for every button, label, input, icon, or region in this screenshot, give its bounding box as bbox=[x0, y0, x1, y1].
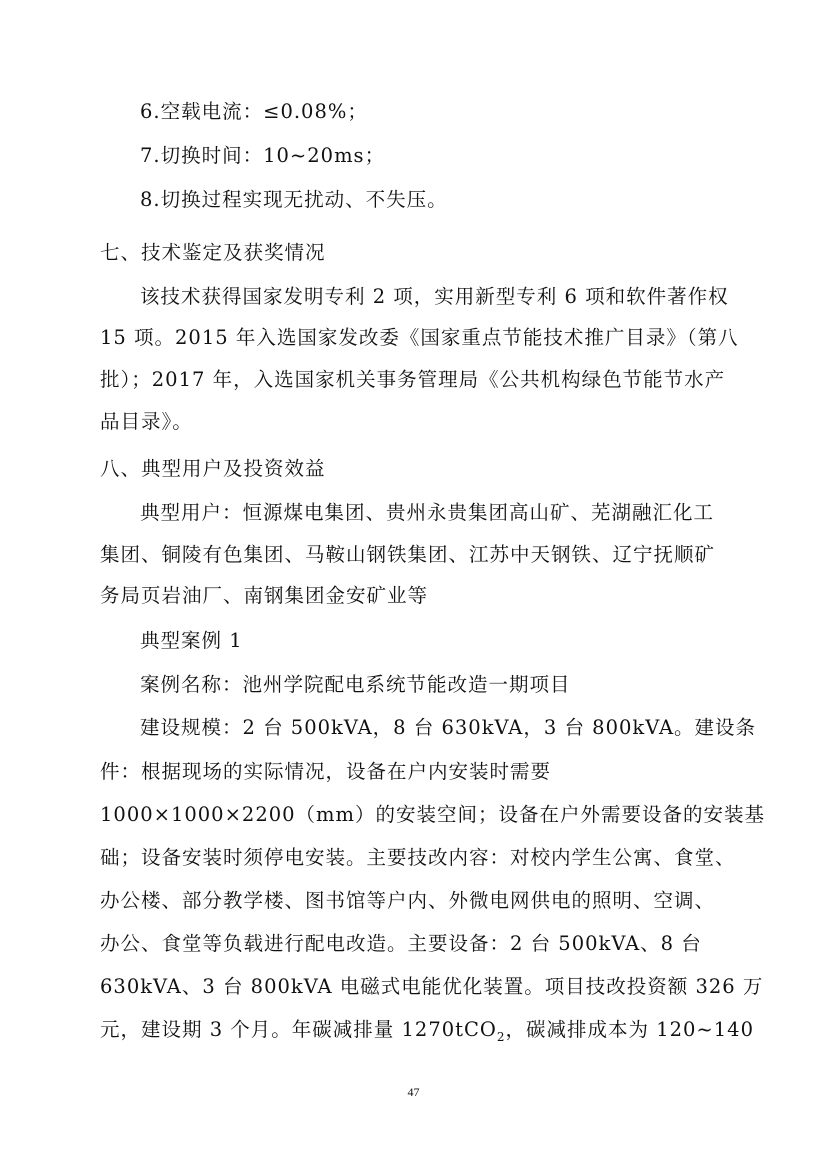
text-segment: ，碳减排成本为 120~140 bbox=[505, 1018, 754, 1041]
paragraph-line: 1000×1000×2200（mm）的安装空间；设备在户外需要设备的安装基 bbox=[100, 803, 766, 826]
paragraph-line: 630kVA、3 台 800kVA 电磁式电能优化装置。项目技改投资额 326 万 bbox=[100, 975, 764, 998]
paragraph-line: 办公楼、部分教学楼、图书馆等户内、外微电网供电的照明、空调、 bbox=[100, 889, 716, 912]
paragraph-line: 15 项。2015 年入选国家发改委《国家重点节能技术推广目录》（第八 bbox=[100, 326, 739, 349]
spec-line-8: 8.切换过程实现无扰动、不失压。 bbox=[140, 188, 448, 211]
text-segment: 元，建设期 3 个月。年碳减排量 1270tCO bbox=[100, 1018, 497, 1041]
section-heading-7: 七、技术鉴定及获奖情况 bbox=[100, 241, 326, 264]
subscript: 2 bbox=[496, 1029, 506, 1044]
case-title: 典型案例 1 bbox=[140, 629, 243, 652]
paragraph-line: 务局页岩油厂、南钢集团金安矿业等 bbox=[100, 584, 429, 607]
section-heading-8: 八、典型用户及投资效益 bbox=[100, 457, 326, 480]
paragraph-line: 础；设备安装时须停电安装。主要技改内容：对校内学生公寓、食堂、 bbox=[100, 846, 736, 869]
paragraph-line: 办公、食堂等负载进行配电改造。主要设备：2 台 500kVA、8 台 bbox=[100, 932, 702, 955]
paragraph-line: 批）；2017 年，入选国家机关事务管理局《公共机构绿色节能节水产 bbox=[100, 368, 726, 391]
spec-line-6: 6.空载电流：≤0.08%； bbox=[140, 100, 368, 123]
case-name: 案例名称：池州学院配电系统节能改造一期项目 bbox=[140, 673, 571, 696]
spec-line-7: 7.切换时间：10~20ms； bbox=[140, 144, 386, 167]
paragraph-line: 品目录》。 bbox=[100, 410, 193, 433]
paragraph-line-last bbox=[100, 1017, 754, 1044]
paragraph-line: 该技术获得国家发明专利 2 项，实用新型专利 6 项和软件著作权 bbox=[140, 285, 729, 308]
paragraph-line: 建设规模：2 台 500kVA，8 台 630kVA，3 台 800kVA。建设条 bbox=[140, 716, 757, 739]
paragraph-line: 集团、铜陵有色集团、马鞍山钢铁集团、江苏中天钢铁、辽宁抚顺矿 bbox=[100, 543, 716, 566]
paragraph-line: 件：根据现场的实际情况，设备在户内安装时需要 bbox=[100, 760, 552, 783]
paragraph-line: 典型用户：恒源煤电集团、贵州永贵集团高山矿、芜湖融汇化工 bbox=[140, 501, 715, 524]
page-number: 47 bbox=[407, 1085, 420, 1099]
